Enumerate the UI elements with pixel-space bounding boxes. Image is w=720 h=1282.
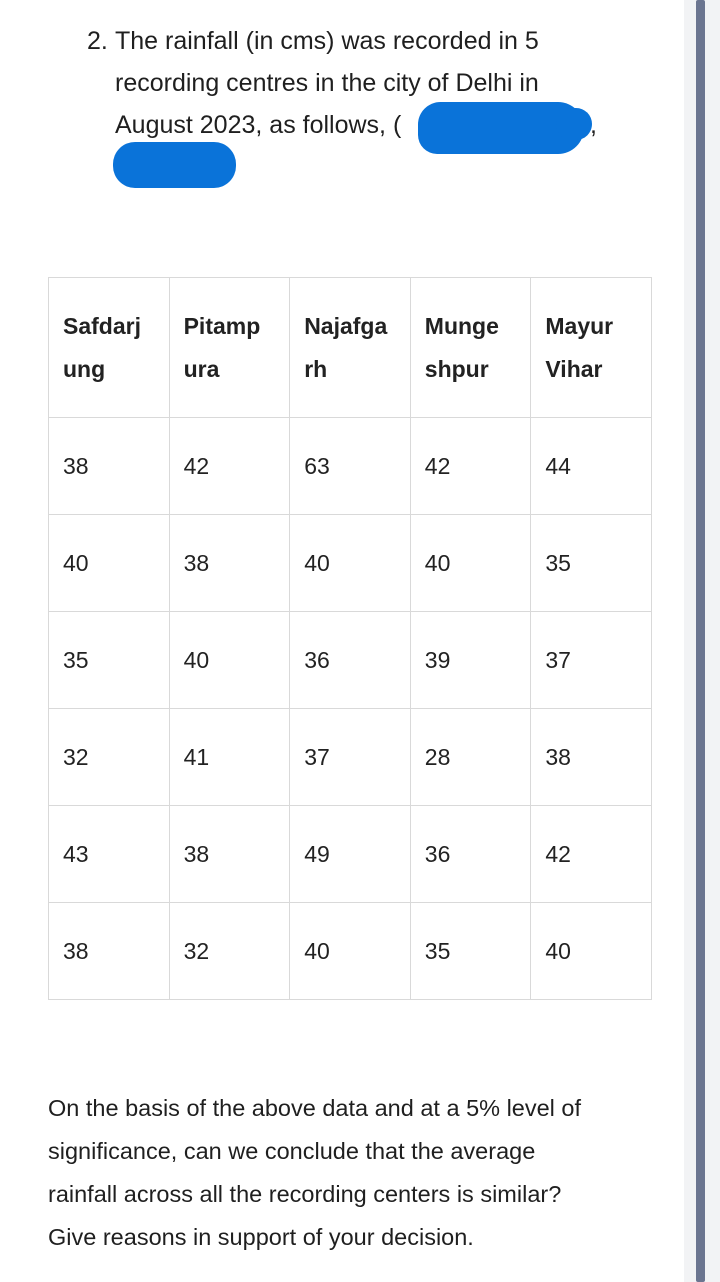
table-cell: 35 xyxy=(410,903,531,1000)
table-cell: 40 xyxy=(169,612,290,709)
conclusion-line: rainfall across all the recording centers is similar? xyxy=(48,1181,562,1207)
header-mungeshpur: Munge shpur xyxy=(410,278,531,418)
table-cell: 63 xyxy=(290,418,411,515)
table-cell: 40 xyxy=(290,515,411,612)
redaction-mark xyxy=(556,108,592,140)
table-cell: 42 xyxy=(169,418,290,515)
table-cell: 28 xyxy=(410,709,531,806)
table-cell: 41 xyxy=(169,709,290,806)
header-mayur-vihar: Mayur Vihar xyxy=(531,278,652,418)
table-row xyxy=(49,515,652,612)
header-najafgarh: Najafga rh xyxy=(290,278,411,418)
table-row xyxy=(49,418,652,515)
table-row xyxy=(49,806,652,903)
table-cell: 38 xyxy=(49,903,170,1000)
table-cell: 38 xyxy=(49,418,170,515)
conclusion-line: significance, can we conclude that the average xyxy=(48,1138,536,1164)
redaction-mark xyxy=(113,142,236,188)
table-cell: 35 xyxy=(49,612,170,709)
table-cell: 36 xyxy=(410,806,531,903)
question-trailing-punct: , xyxy=(590,111,597,139)
table-cell: 40 xyxy=(290,903,411,1000)
rainfall-table xyxy=(48,277,652,1000)
table-row xyxy=(49,709,652,806)
question-line-2: recording centres in the city of Delhi in xyxy=(115,69,539,97)
table-cell: 37 xyxy=(290,709,411,806)
table-cell: 42 xyxy=(410,418,531,515)
table-cell: 36 xyxy=(290,612,411,709)
table-cell: 44 xyxy=(531,418,652,515)
table-cell: 42 xyxy=(531,806,652,903)
table-cell: 40 xyxy=(49,515,170,612)
table-row xyxy=(49,903,652,1000)
table-cell: 38 xyxy=(169,806,290,903)
table-cell: 40 xyxy=(531,903,652,1000)
table-cell: 35 xyxy=(531,515,652,612)
conclusion-text xyxy=(48,1087,668,1259)
table-cell: 43 xyxy=(49,806,170,903)
table-cell: 38 xyxy=(531,709,652,806)
table-header-row xyxy=(49,278,652,418)
table-cell: 32 xyxy=(49,709,170,806)
scrollbar-thumb[interactable] xyxy=(696,0,705,1282)
conclusion-line: On the basis of the above data and at a 5% level of xyxy=(48,1095,582,1121)
table-cell: 49 xyxy=(290,806,411,903)
table-cell: 37 xyxy=(531,612,652,709)
table-cell: 39 xyxy=(410,612,531,709)
question-line-3: August 2023, as follows, ( xyxy=(115,111,402,139)
table-cell: 40 xyxy=(410,515,531,612)
table-cell: 32 xyxy=(169,903,290,1000)
table-row xyxy=(49,612,652,709)
question-number: 2. xyxy=(87,27,108,55)
table-cell: 38 xyxy=(169,515,290,612)
header-safdarjung: Safdarj ung xyxy=(49,278,170,418)
question-line-1: 2. The rainfall (in cms) was recorded in 5 xyxy=(87,20,607,62)
header-pitampura: Pitamp ura xyxy=(169,278,290,418)
conclusion-line: Give reasons in support of your decision. xyxy=(48,1224,474,1250)
